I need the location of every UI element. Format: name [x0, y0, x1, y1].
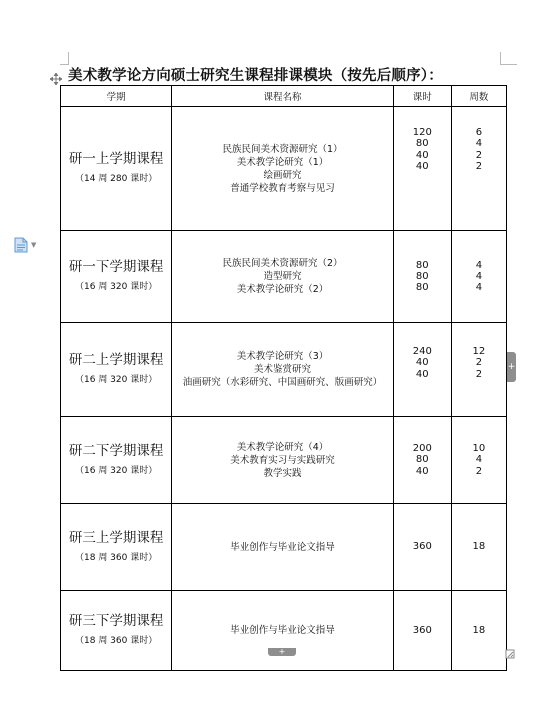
hours-value: 360 — [412, 541, 432, 553]
hours-value: 200 — [412, 443, 432, 455]
weeks-value: 4 — [475, 259, 483, 271]
term-cell — [61, 231, 172, 323]
term-name: 研三下学期课程 — [68, 613, 164, 629]
table-row — [61, 231, 507, 323]
term-cell — [61, 107, 172, 231]
weeks-cell — [451, 107, 506, 231]
term-hours: （18 周 360 课时） — [75, 552, 158, 563]
hours-value: 80 — [415, 454, 429, 466]
weeks-value: 2 — [475, 357, 483, 369]
term-hours: （18 周 360 课时） — [75, 636, 158, 646]
hours-cell — [393, 504, 451, 591]
course-item: 美术教育实习与实践研究 — [230, 454, 335, 466]
weeks-value: 4 — [475, 282, 483, 294]
course-item: 绘画研究 — [263, 169, 302, 181]
term-cell — [61, 591, 172, 671]
term-name: 研三上学期课程 — [68, 529, 164, 546]
course-item: 民族民间美术资源研究（1） — [222, 143, 343, 155]
table-row — [61, 323, 507, 417]
term-hours: （16 周 320 课时） — [75, 375, 158, 385]
weeks-cell — [451, 417, 506, 504]
weeks-value: 18 — [472, 541, 486, 553]
table-row — [61, 504, 507, 591]
course-schedule-table — [60, 85, 507, 671]
table-row — [61, 107, 507, 231]
course-item: 普通学校教育考察与见习 — [230, 182, 335, 194]
term-name: 研一下学期课程 — [68, 259, 164, 275]
courses-cell — [172, 323, 393, 417]
hours-value: 80 — [415, 138, 429, 150]
course-item: 民族民间美术资源研究（2） — [222, 258, 343, 269]
table-row — [61, 591, 507, 671]
weeks-value: 2 — [475, 160, 483, 172]
weeks-cell — [451, 591, 506, 671]
hours-value: 360 — [412, 624, 432, 636]
add-row-button[interactable]: + — [268, 648, 296, 656]
document-icon — [14, 237, 28, 253]
chevron-down-icon: ▼ — [31, 241, 37, 249]
courses-cell — [172, 231, 393, 323]
weeks-value: 12 — [472, 346, 486, 357]
hours-value: 40 — [415, 465, 429, 477]
table-header-row — [61, 86, 507, 107]
courses-cell — [172, 417, 393, 504]
weeks-value: 4 — [475, 270, 483, 282]
hours-value: 80 — [415, 270, 429, 282]
courses-cell — [172, 107, 393, 231]
courses-cell — [172, 591, 393, 671]
term-hours: （16 周 320 课时） — [75, 465, 158, 476]
weeks-value: 4 — [475, 454, 483, 466]
hours-cell — [393, 323, 451, 417]
term-cell — [61, 417, 172, 504]
table-row — [61, 417, 507, 504]
course-item: 毕业创作与毕业论文指导 — [230, 625, 335, 636]
course-item: 美术教学论研究（1） — [236, 156, 329, 168]
add-column-button[interactable]: + — [507, 352, 516, 382]
hours-value: 80 — [415, 282, 429, 294]
hours-value: 40 — [415, 149, 429, 161]
weeks-value: 2 — [475, 149, 483, 161]
hours-value: 120 — [412, 127, 432, 138]
move-handle-icon[interactable] — [50, 73, 62, 85]
course-item: 美术教学论研究（3） — [236, 351, 329, 362]
hours-value: 240 — [412, 346, 432, 357]
weeks-value: 2 — [475, 368, 483, 380]
resize-handle-icon[interactable] — [505, 649, 515, 659]
weeks-value: 4 — [475, 138, 483, 150]
hours-cell — [393, 591, 451, 671]
courses-cell — [172, 504, 393, 591]
term-hours: （14 周 280 课时） — [75, 174, 158, 184]
course-item: 美术教学论研究（4） — [236, 441, 329, 453]
weeks-cell — [451, 231, 506, 323]
hours-cell — [393, 417, 451, 504]
hours-value: 80 — [415, 259, 429, 271]
term-cell — [61, 323, 172, 417]
hours-cell — [393, 107, 451, 231]
course-item: 造型研究 — [263, 271, 302, 282]
weeks-cell — [451, 323, 506, 417]
weeks-value: 6 — [475, 127, 483, 138]
term-name: 研二上学期课程 — [68, 352, 164, 368]
paragraph-menu-button[interactable] — [14, 236, 42, 254]
term-name: 研一上学期课程 — [68, 151, 164, 167]
course-item: 毕业创作与毕业论文指导 — [230, 541, 335, 553]
header-term: 学期 — [61, 86, 172, 107]
hours-value: 40 — [415, 357, 429, 369]
course-item: 美术教学论研究（2） — [236, 284, 329, 295]
term-hours: （16 周 320 课时） — [75, 282, 158, 292]
document-title: 美术教学论方向硕士研究生课程排课模块（按先后顺序）： — [68, 68, 443, 84]
hours-value: 40 — [415, 368, 429, 380]
hours-cell — [393, 231, 451, 323]
header-hours: 课时 — [393, 86, 451, 107]
weeks-value: 10 — [472, 443, 486, 455]
hours-value: 40 — [415, 160, 429, 172]
course-item: 教学实践 — [263, 467, 302, 479]
course-item: 美术鉴赏研究 — [253, 364, 311, 375]
weeks-value: 2 — [475, 465, 483, 477]
course-item: 油画研究（水彩研究、中国画研究、版画研究） — [182, 377, 383, 388]
weeks-value: 18 — [472, 624, 486, 636]
term-name: 研二下学期课程 — [68, 442, 164, 459]
term-cell — [61, 504, 172, 591]
weeks-cell — [451, 504, 506, 591]
header-course-name: 课程名称 — [172, 86, 393, 107]
header-weeks: 周数 — [451, 86, 506, 107]
